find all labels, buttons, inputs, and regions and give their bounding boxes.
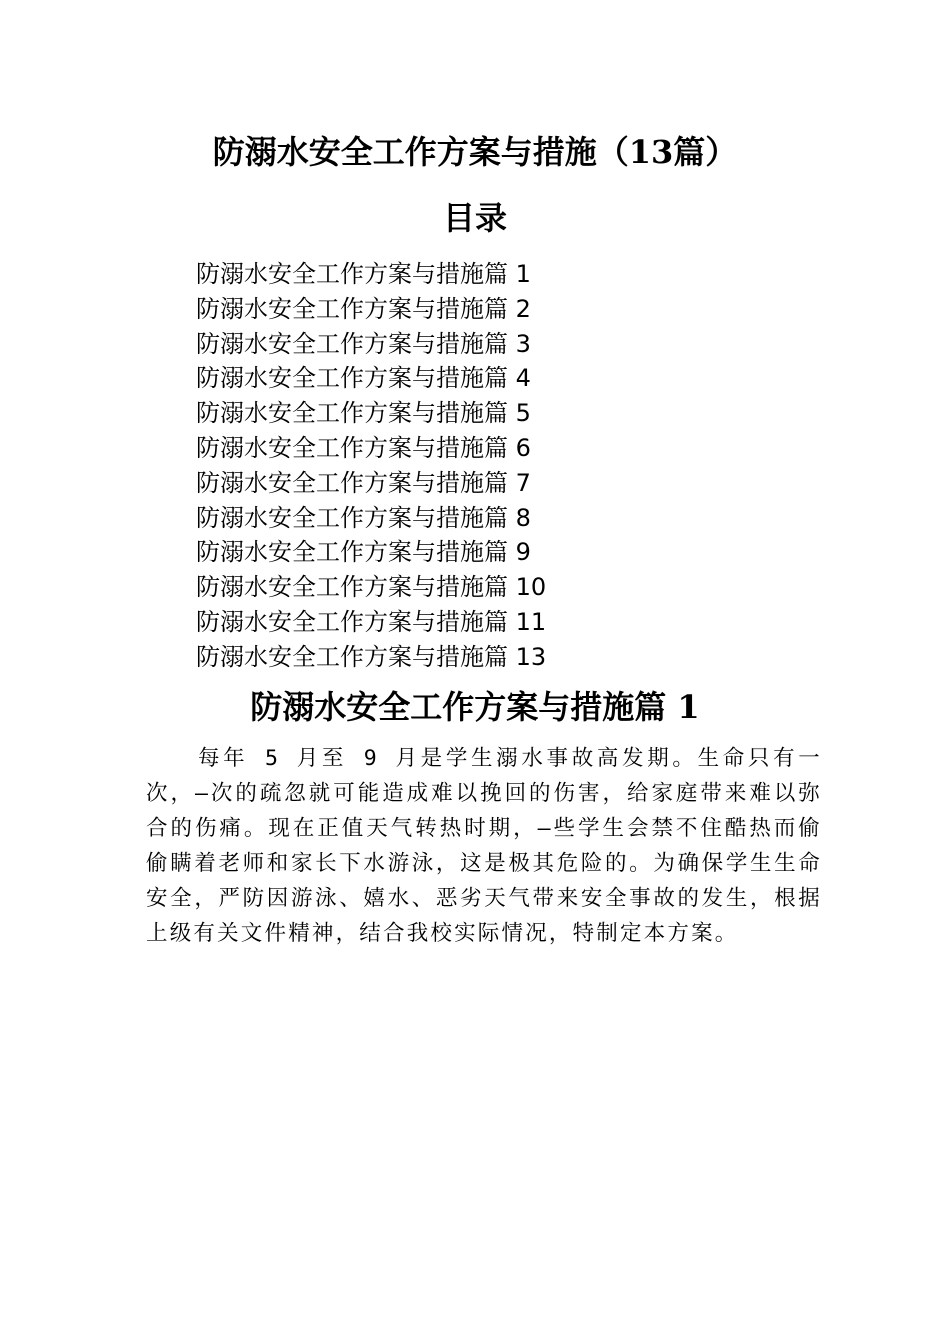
toc-item[interactable]: 防溺水安全工作方案与措施篇 4 xyxy=(196,364,531,393)
toc-item[interactable]: 防溺水安全工作方案与措施篇 9 xyxy=(196,538,531,567)
toc-item[interactable]: 防溺水安全工作方案与措施篇 2 xyxy=(196,294,531,323)
toc-item[interactable]: 防溺水安全工作方案与措施篇 1 xyxy=(196,260,531,288)
toc-item[interactable]: 防溺水安全工作方案与措施篇 8 xyxy=(196,503,531,532)
toc-heading: 目录 xyxy=(442,199,507,237)
toc-item[interactable]: 防溺水安全工作方案与措施篇 5 xyxy=(196,399,531,428)
body-paragraph: 每年 5 月至 9 月是学生溺水事故高发期。生命只有一次，—次的疏忽就可能造成难以挽回的伤害，给家庭带来难以弥合的伤痛。现在正值天气转热时期，—些学生会禁不住酷热而偷偷瞒着老师和家长下水游泳，这是极其危险的。为确保学生生命安全，严防因游泳、嬉水、恶劣天气带来安全事故的发生，根据上级有关文件精神，结合我校实际情况，特制定本方案。 xyxy=(146,746,823,946)
toc-item[interactable]: 防溺水安全工作方案与措施篇 3 xyxy=(196,329,531,358)
toc-item[interactable]: 防溺水安全工作方案与措施篇 10 xyxy=(196,573,547,602)
toc-item[interactable]: 防溺水安全工作方案与措施篇 6 xyxy=(196,433,531,462)
toc-item[interactable]: 防溺水安全工作方案与措施篇 7 xyxy=(196,468,531,497)
section-title: 防溺水安全工作方案与措施篇 1 xyxy=(250,688,700,726)
document-title: 防溺水安全工作方案与措施（13篇） xyxy=(212,133,738,171)
toc-item[interactable]: 防溺水安全工作方案与措施篇 13 xyxy=(196,642,547,671)
toc-item[interactable]: 防溺水安全工作方案与措施篇 11 xyxy=(196,607,547,636)
table-of-contents xyxy=(196,257,546,675)
